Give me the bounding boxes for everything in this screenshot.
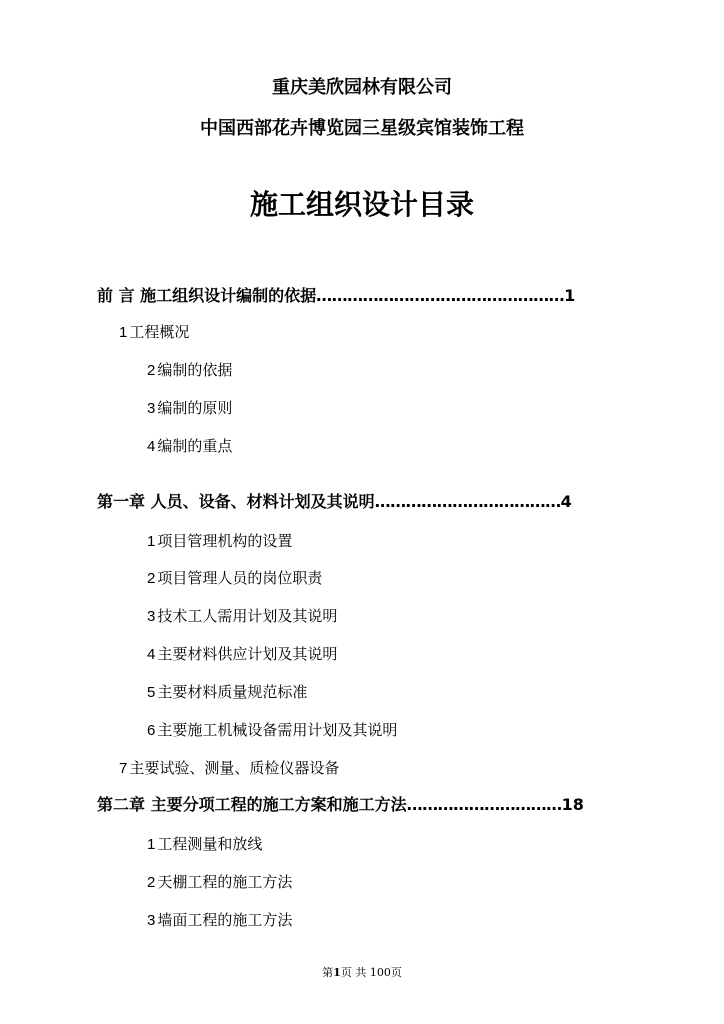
toc-item bbox=[147, 606, 337, 627]
item-number: 7 bbox=[119, 760, 128, 777]
toc-item bbox=[147, 720, 397, 741]
item-text: 项目管理人员的岗位职责 bbox=[157, 569, 323, 587]
item-text: 编制的重点 bbox=[157, 437, 233, 455]
toc-item bbox=[147, 910, 292, 931]
chapter-page-number: 4 bbox=[560, 492, 572, 511]
toc-item bbox=[147, 872, 292, 893]
item-number: 6 bbox=[147, 722, 156, 739]
chapter-page-number: 18 bbox=[561, 795, 584, 814]
toc-item bbox=[147, 682, 307, 703]
chapter-heading: 第一章 人员、设备、材料计划及其说明 bbox=[97, 492, 375, 511]
toc-item bbox=[119, 322, 189, 343]
chapter-leader-dots: ………………………………………… bbox=[316, 286, 565, 305]
item-text: 主要材料质量规范标准 bbox=[157, 683, 308, 701]
footer-prefix: 第 bbox=[322, 966, 334, 979]
toc-item bbox=[147, 834, 262, 855]
page-title: 施工组织设计目录 bbox=[249, 188, 474, 221]
chapter-leader-dots: ……………………………… bbox=[374, 492, 561, 511]
item-text: 天棚工程的施工方法 bbox=[157, 873, 293, 891]
toc-chapter-2 bbox=[97, 795, 584, 815]
toc-item bbox=[147, 398, 232, 419]
item-number: 4 bbox=[147, 646, 156, 663]
item-number: 5 bbox=[147, 684, 156, 701]
item-number: 1 bbox=[147, 836, 156, 853]
item-number: 3 bbox=[147, 608, 156, 625]
item-text: 主要试验、测量、质检仪器设备 bbox=[129, 759, 340, 777]
item-text: 工程概况 bbox=[129, 323, 190, 341]
toc-item bbox=[147, 568, 322, 589]
footer-suffix: 页 bbox=[390, 966, 402, 979]
project-name: 中国西部花卉博览园三星级宾馆装饰工程 bbox=[200, 118, 524, 139]
item-number: 3 bbox=[147, 912, 156, 929]
toc-chapter-preface bbox=[97, 286, 575, 306]
chapter-page-number: 1 bbox=[564, 286, 576, 305]
chapter-leader-dots: ………………………… bbox=[406, 795, 562, 814]
chapter-heading: 前 言 施工组织设计编制的依据 bbox=[97, 286, 317, 305]
item-number: 2 bbox=[147, 570, 156, 587]
toc-item bbox=[147, 436, 232, 457]
item-text: 工程测量和放线 bbox=[157, 835, 263, 853]
toc-item bbox=[147, 360, 232, 381]
item-text: 项目管理机构的设置 bbox=[157, 532, 293, 550]
item-text: 编制的原则 bbox=[157, 399, 233, 417]
footer-middle: 页 共 bbox=[340, 966, 367, 979]
item-text: 墙面工程的施工方法 bbox=[157, 911, 293, 929]
item-text: 主要施工机械设备需用计划及其说明 bbox=[157, 721, 398, 739]
item-text: 编制的依据 bbox=[157, 361, 233, 379]
toc-item bbox=[147, 644, 337, 665]
footer-current-page: 1 bbox=[333, 966, 341, 979]
item-text: 主要材料供应计划及其说明 bbox=[157, 645, 338, 663]
page-footer bbox=[0, 964, 724, 980]
footer-total-pages: 100 bbox=[369, 966, 391, 979]
toc-item bbox=[147, 531, 292, 552]
item-number: 2 bbox=[147, 874, 156, 891]
item-number: 4 bbox=[147, 438, 156, 455]
chapter-heading: 第二章 主要分项工程的施工方案和施工方法 bbox=[97, 795, 407, 814]
toc-chapter-1 bbox=[97, 492, 572, 512]
item-number: 1 bbox=[147, 533, 156, 550]
toc-item bbox=[119, 758, 339, 779]
item-number: 1 bbox=[119, 324, 128, 341]
item-text: 技术工人需用计划及其说明 bbox=[157, 607, 338, 625]
company-name: 重庆美欣园林有限公司 bbox=[272, 77, 452, 98]
item-number: 3 bbox=[147, 400, 156, 417]
item-number: 2 bbox=[147, 362, 156, 379]
